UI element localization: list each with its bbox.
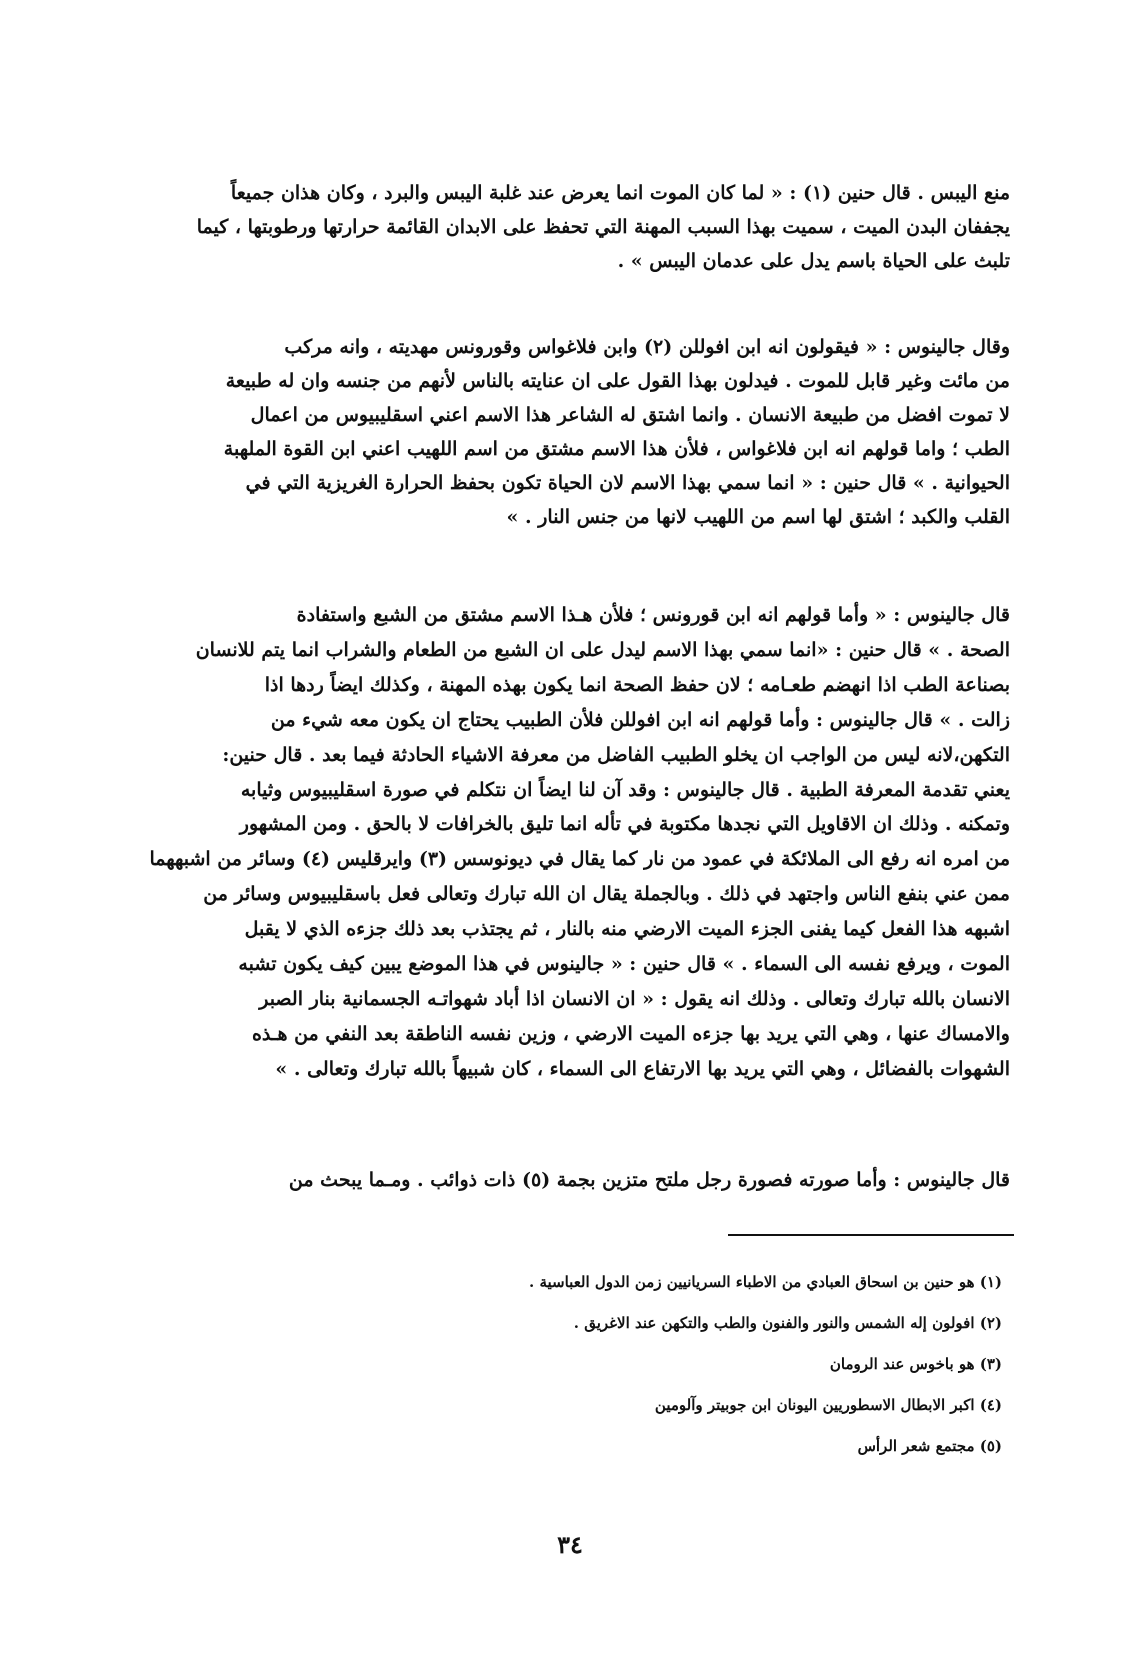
- text-line: الموت ، ويرفع نفسه الى السماء . » قال حنين : « جالينوس في هذا الموضع يبين كيف يكون تشبه: [238, 953, 1010, 976]
- text-line: الشهوات بالفضائل ، وهي التي يريد بها الارتفاع الى السماء ، كان شبيهاً بالله تبارك وتعالى . »: [275, 1057, 1010, 1080]
- page-number: ٣٤: [557, 1530, 583, 1559]
- text-line: وقال جالينوس : « فيقولون انه ابن افوللن (٢) وابن فلاغواس وقورونس مهديته ، وانه مركب: [284, 336, 1010, 358]
- text-line: ممن عني بنفع الناس واجتهد في ذلك . وبالجملة يقال ان الله تبارك وتعالى فعل باسقليبيوس وسائر من: [203, 883, 1010, 906]
- text-line: الصحة . » قال حنين : «انما سمي بهذا الاسم ليدل على ان الشبع من الطعام والشراب انما يتم للانسان: [195, 638, 1010, 661]
- footnotes: [300, 1262, 1002, 1467]
- paragraph-4: [138, 1163, 1010, 1197]
- text-line: يجففان البدن الميت ، سميت بهذا السبب المهنة التي تحفظ على الابدان القائمة حرارتها ورطوبتها ، كيما: [196, 216, 1010, 238]
- text-line: يعني تقدمة المعرفة الطبية . قال جالينوس : وقد آن لنا ايضاً ان نتكلم في صورة اسقليبيوس وثيابه: [240, 778, 1010, 801]
- footnote-4: (٤) اكبر الابطال الاسطوريين اليونان ابن جوبيتر وآلومين: [654, 1396, 1002, 1414]
- text-line: لا تموت افضل من طبيعة الانسان . وانما اشتق له الشاعر هذا الاسم اعني اسقليبيوس من اعمال: [250, 404, 1010, 426]
- paragraph-1: [138, 176, 1010, 278]
- text-line: وتمكنه . وذلك ان الاقاويل التي نجدها مكتوبة في تأله انما تليق بالخرافات لا بالحق . ومن المشهور: [239, 813, 1010, 836]
- text-line: الحيوانية . » قال حنين : « انما سمي بهذا الاسم لان الحياة تكون بحفظ الحرارة الغريزية التي في: [245, 472, 1010, 494]
- footnote-3: (٣) هو باخوس عند الرومان: [829, 1355, 1002, 1373]
- footnote-5: (٥) مجتمع شعر الرأس: [857, 1437, 1002, 1455]
- footnote-2: (٢) افولون إله الشمس والنور والفنون والطب والتكهن عند الاغريق .: [573, 1314, 1002, 1332]
- text-line: القلب والكبد ؛ اشتق لها اسم من اللهيب لانها من جنس النار . »: [506, 506, 1010, 528]
- text-line: زالت . » قال جالينوس : وأما قولهم انه ابن افوللن فلأن الطبيب يحتاج ان يكون معه شيء من: [270, 708, 1010, 731]
- paragraph-3: [138, 598, 1010, 1087]
- text-line: من مائت وغير قابل للموت . فيدلون بهذا القول على ان عنايته بالناس لأنهم من جنسه وان له طبيعة: [225, 370, 1010, 392]
- text-line: منع اليبس . قال حنين (١) : « لما كان الموت انما يعرض عند غلبة اليبس والبرد ، وكان هذان جميعاً: [230, 182, 1010, 204]
- text-line: اشبهه هذا الفعل كيما يفنى الجزء الميت الارضي منه بالنار ، ثم يجتذب بعد ذلك جزءه الذي لا يقبل: [244, 918, 1010, 941]
- text-line: الانسان بالله تبارك وتعالى . وذلك انه يقول : « ان الانسان اذا أباد شهواتـه الجسمانية بنار الصبر: [259, 987, 1010, 1010]
- footnote-1: (١) هو حنين بن اسحاق العبادي من الاطباء السريانيين زمن الدول العباسية .: [529, 1273, 1002, 1291]
- text-line: تلبث على الحياة باسم يدل على عدمان اليبس » .: [617, 250, 1010, 272]
- paragraph-2: [138, 330, 1010, 534]
- text-line: الطب ؛ واما قولهم انه ابن فلاغواس ، فلأن هذا الاسم مشتق من اسم اللهيب اعني ابن القوة الملهبة: [223, 438, 1010, 460]
- text-line: والامساك عنها ، وهي التي يريد بها جزءه الميت الارضي ، وزين نفسه الناطقة بعد النفي من هـذه: [251, 1022, 1010, 1045]
- text-line: التكهن،لانه ليس من الواجب ان يخلو الطبيب الفاضل من معرفة الاشياء الحادثة فيما بعد . قال حنين:: [222, 743, 1010, 766]
- footnote-separator: [728, 1234, 1014, 1236]
- text-line: من امره انه رفع الى الملائكة في عمود من نار كما يقال في ديونوسس (٣) وايرقليس (٤) وسائر من اشبههما: [149, 848, 1010, 871]
- text-line: قال جالينوس : وأما صورته فصورة رجل ملتح متزين بجمة (٥) ذات ذوائب . ومـما يبحث من: [288, 1169, 1010, 1191]
- text-line: قال جالينوس : « وأما قولهم انه ابن قورونس ؛ فلأن هـذا الاسم مشتق من الشبع واستفادة: [296, 604, 1010, 626]
- text-line: بصناعة الطب اذا انهضم طعـامه ؛ لان حفظ الصحة انما يكون بهذه المهنة ، وكذلك ايضاً ردها اذا: [264, 673, 1010, 696]
